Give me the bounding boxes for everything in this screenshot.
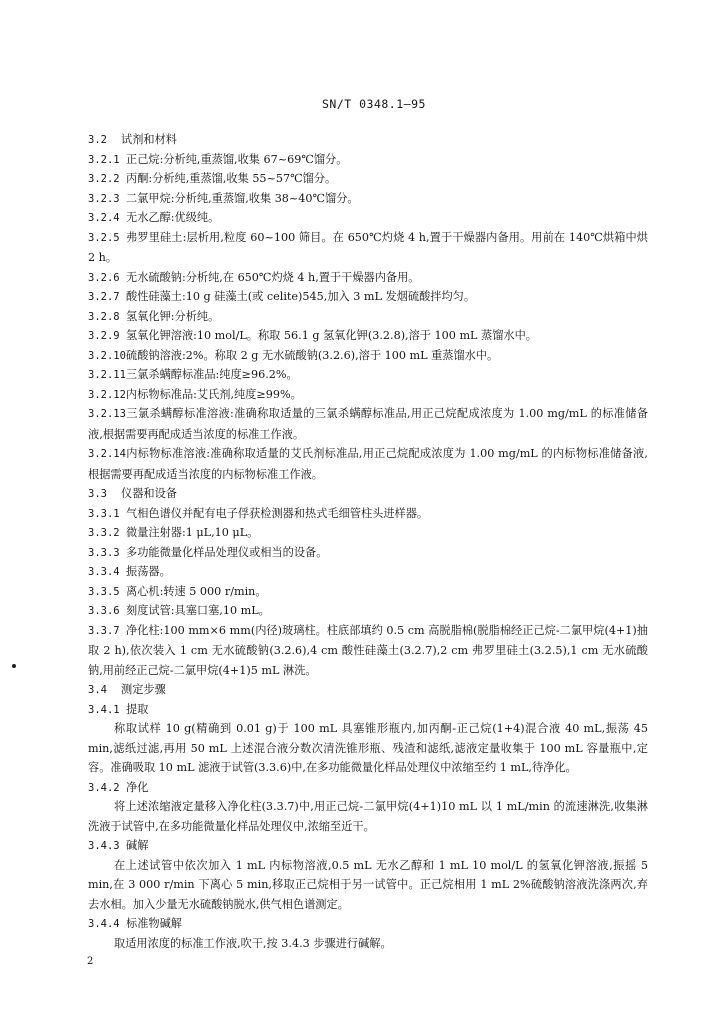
clause-3-2-6: 3.2.6 无水硫酸钠:分析纯,在 650℃灼烧 4 h,置于干燥器内备用。 [88, 270, 420, 284]
section-heading-3-3 [88, 484, 648, 504]
page-content [88, 130, 648, 953]
scan-speck [12, 664, 16, 668]
clause-3-2-11: 3.2.11三氯杀螨醇标准品:纯度≥96.2%。 [88, 368, 298, 381]
section-title: 试剂和材料 [121, 133, 177, 146]
paragraph-standard-hydrolysis: 取适用浓度的标准工作液,吹干,按 3.4.3 步骤进行碱解。 [114, 936, 392, 950]
paragraph-alkaline-hydrolysis: 在上述试管中依次加入 1 mL 内标物溶液,0.5 mL 无水乙醇和 1 mL 10 mol/L 的氢氧化钾溶液,振摇 5 min,在 3 000 r/min 下离心 5 min,移取正己烷相于另一试管中。正己烷相用 1 mL 2%硫酸钠溶液洗涤两次,弃去水相。加入少量无水硫酸钠脱水,供气相色谱测定。 [88, 858, 648, 911]
clause-3-2-12: 3.2.12内标物标准品:艾氏剂,纯度≥99%。 [88, 387, 302, 401]
clause-3-2-10: 3.2.10硫酸钠溶液:2%。称取 2 g 无水硫酸钠(3.2.6),溶于 100 mL 重蒸馏水中。 [88, 348, 499, 362]
paragraph-extraction: 称取试样 10 g(精确到 0.01 g)于 100 mL 具塞锥形瓶内,加丙酮-正己烷(1+4)混合液 40 mL,振荡 45 min,滤纸过滤,再用 50 mL 上述混合液分数次清洗锥形瓶、残渣和滤纸,滤液定量收集于 100 mL 容量瓶中,定容。准确吸取 10 mL 滤液于试管(3.3.6)中,在多功能微量化样品处理仪中浓缩至约 1 mL,待净化。 [88, 722, 648, 774]
clause-3-3-5: 3.3.5 离心机:转速 5 000 r/min。 [88, 584, 267, 598]
clause-3-2-14: 3.2.14内标物标准溶液:准确称取适量的艾氏剂标准品,用正己烷配成浓度为 1.00 mg/mL 的内标物标准储备液,根据需要再配成适当浓度的内标物标准工作液。 [88, 447, 648, 481]
clause-3-2-13: 3.2.13三氯杀螨醇标准溶液:准确称取适量的三氯杀螨醇标准品,用正己烷配成浓度为 1.00 mg/mL 的标准储备液,根据需要再配成适当浓度的标准工作液。 [88, 407, 648, 441]
clause-3-2-8: 3.2.8 氢氧化钾:分析纯。 [88, 309, 220, 323]
clause-3-2-7: 3.2.7 酸性硅藻土:10 g 硅藻土(或 celite)545,加入 3 mL 发烟硫酸拌均匀。 [88, 290, 476, 303]
clause-3-3-6: 3.3.6 刻度试管:具塞口塞,10 mL。 [88, 604, 270, 617]
clause-3-2-5: 3.2.5 弗罗里硅土:层析用,粒度 60~100 筛目。在 650℃灼烧 4 h,置于干燥器内备用。用前在 140℃烘箱中烘 2 h。 [88, 230, 648, 264]
section-title: 测定步骤 [121, 683, 166, 696]
clause-3-2-1: 3.2.1 正己烷:分析纯,重蒸馏,收集 67~69℃馏分。 [88, 152, 348, 166]
subsection-heading-3-4-3: 3.4.3 碱解 [88, 839, 149, 852]
section-heading-3-4 [88, 680, 648, 700]
standard-header: SN/T 0348.1—95 [322, 97, 426, 111]
clause-3-3-3: 3.3.3 多功能微量化样品处理仪或相当的设备。 [88, 545, 328, 559]
clause-3-3-7: 3.3.7 净化柱:100 mm×6 mm(内径)玻璃柱。柱底部填约 0.5 cm 高脱脂棉(脱脂棉经正己烷-二氯甲烷(4+1)抽取 2 h),依次装入 1 cm 无水硫酸钠(3.2.6),4 cm 酸性硅藻土(3.2.7),2 cm 弗罗里硅土(3.2.5),1 cm 无水硫酸钠,用前经正己烷-二氯甲烷(4+1)5 mL 淋洗。 [88, 623, 648, 677]
section-number: 3.4 [88, 684, 107, 696]
subsection-heading-3-4-4: 3.4.4 标准物碱解 [88, 917, 182, 930]
subsection-heading-3-4-2: 3.4.2 净化 [88, 780, 149, 794]
clause-3-3-1: 3.3.1 气相色谱仪并配有电子俘获检测器和热式毛细管柱头进样器。 [88, 506, 429, 520]
clause-3-2-4: 3.2.4 无水乙醇:优级纯。 [88, 211, 220, 224]
section-number: 3.2 [88, 134, 107, 146]
paragraph-cleanup: 将上述浓缩液定量移入净化柱(3.3.7)中,用正己烷-二氯甲烷(4+1)10 mL 以 1 mL/min 的流速淋洗,收集淋洗液于试管中,在多功能微量化样品处理仪中,浓缩至近干。 [88, 800, 648, 833]
clause-3-3-2: 3.3.2 微量注射器:1 μL,10 μL。 [88, 526, 259, 539]
section-heading-3-2 [88, 130, 648, 150]
clause-3-3-4: 3.3.4 振荡器。 [88, 565, 171, 578]
subsection-heading-3-4-1: 3.4.1 提取 [88, 702, 149, 716]
section-number: 3.3 [88, 488, 107, 500]
clause-3-2-3: 3.2.3 二氯甲烷:分析纯,重蒸馏,收集 38~40℃馏分。 [88, 191, 359, 205]
clause-3-2-2: 3.2.2 丙酮:分析纯,重蒸馏,收集 55~57℃馏分。 [88, 172, 337, 185]
clause-3-2-9: 3.2.9 氢氧化钾溶液:10 mol/L。称取 56.1 g 氢氧化钾(3.2.8),溶于 100 mL 蒸馏水中。 [88, 329, 537, 342]
page-number: 2 [87, 956, 94, 967]
section-title: 仪器和设备 [121, 487, 177, 500]
